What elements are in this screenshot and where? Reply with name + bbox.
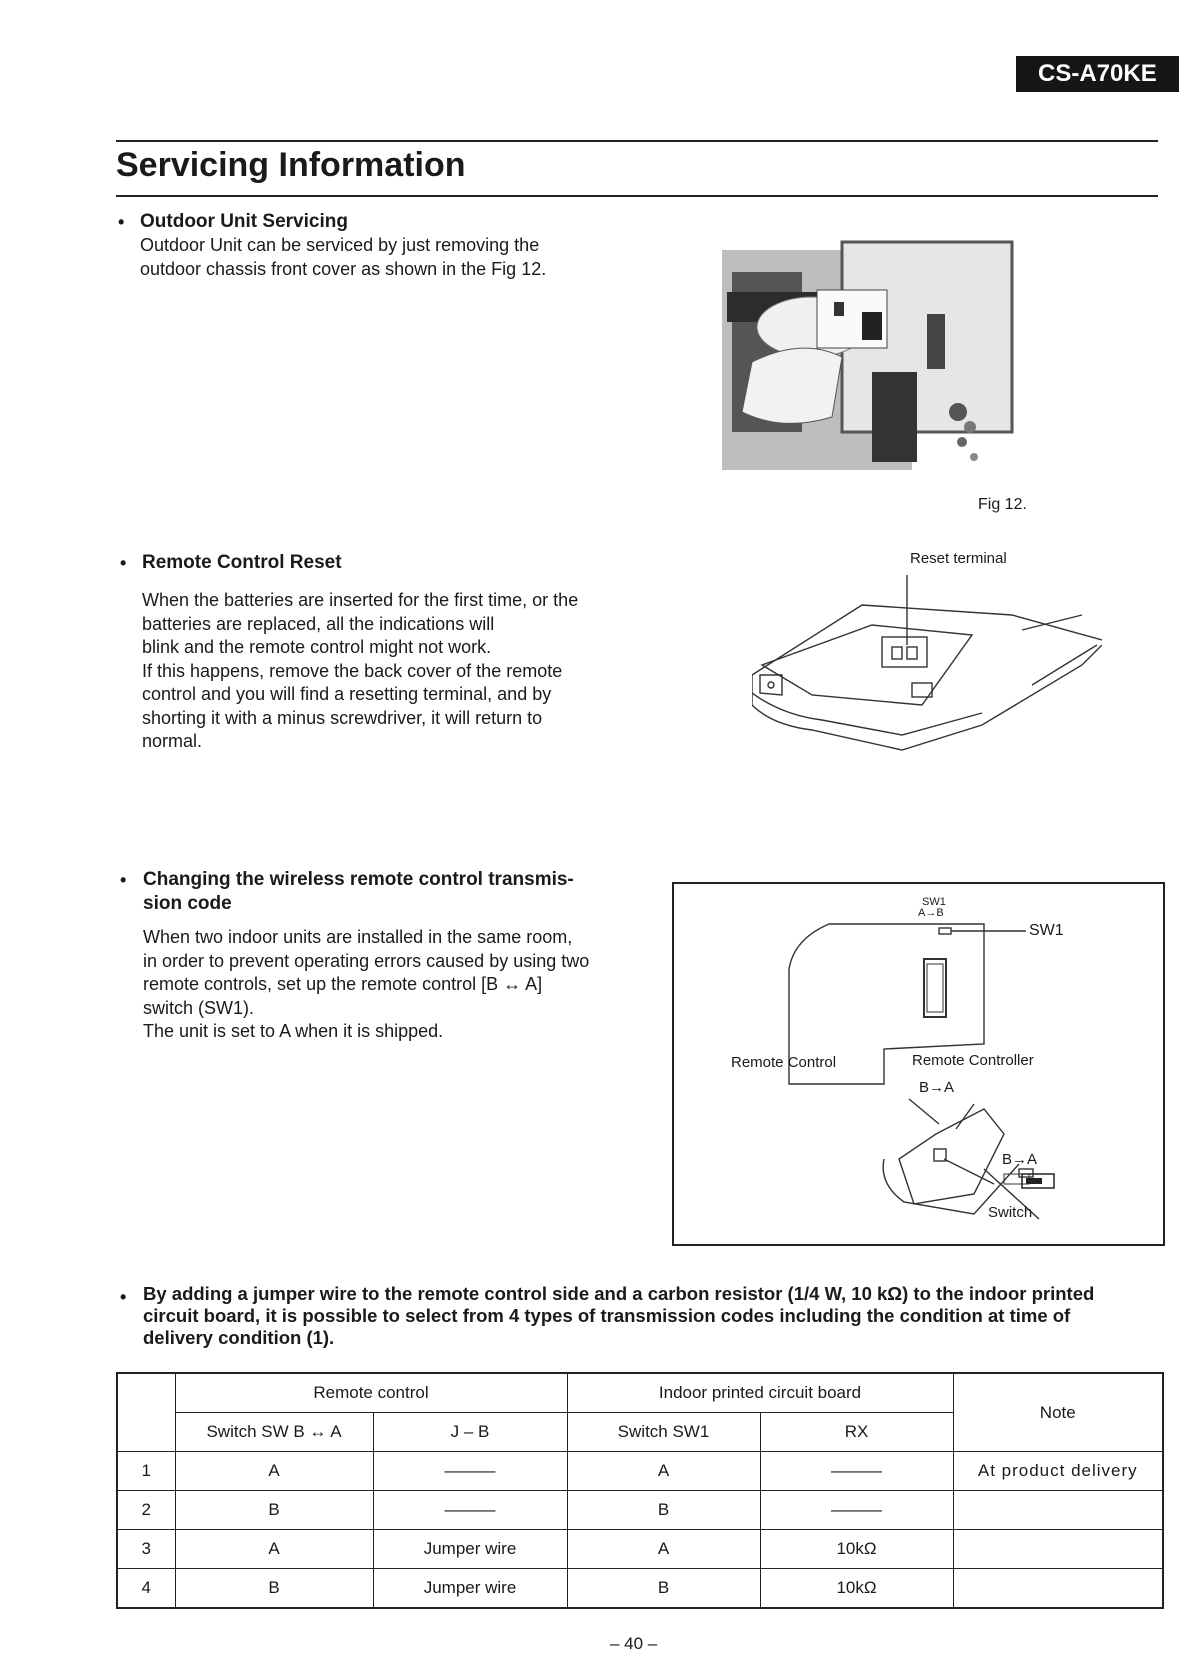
- ba-lower-label: B→A: [1002, 1151, 1038, 1168]
- ab-small-label: A→B: [918, 907, 944, 919]
- page-title: Servicing Information: [116, 146, 466, 184]
- sw1-figure-box: [672, 882, 1165, 1246]
- table-row: [117, 1452, 1163, 1491]
- table-cell: B: [567, 1491, 760, 1530]
- jumper-paragraph: By adding a jumper wire to the remote control side and a carbon resistor (1/4 W, 10 kΩ) to the indoor printed circuit board, it is possible to select from 4 types of transmission codes including the condition at time of delivery condition (1).: [143, 1283, 1095, 1348]
- switch-label: Switch: [988, 1204, 1033, 1221]
- bullet-icon: •: [118, 212, 125, 232]
- ba-upper-label: B→A: [919, 1079, 955, 1096]
- table-subheader: J – B: [373, 1413, 567, 1452]
- transmission-heading: Changing the wireless remote control transmis- sion code: [143, 869, 574, 914]
- remote-controller-label: Remote Controller: [912, 1052, 1034, 1069]
- reset-terminal-label: Reset terminal: [910, 550, 1007, 567]
- table-cell: ———: [373, 1452, 567, 1491]
- remote-control-label: Remote Control: [731, 1054, 837, 1071]
- outdoor-text: Outdoor Unit can be serviced by just removing the outdoor chassis front cover as shown in the Fig 12.: [140, 235, 547, 279]
- table-cell: A: [175, 1530, 373, 1569]
- table-cell: ———: [373, 1491, 567, 1530]
- table-cell: B: [175, 1569, 373, 1609]
- outdoor-heading: Outdoor Unit Servicing: [140, 211, 348, 232]
- table-cell: 3: [117, 1530, 175, 1569]
- outdoor-unit-photo: [722, 232, 1038, 487]
- table-cell: ———: [760, 1452, 953, 1491]
- table-cell: [953, 1569, 1163, 1609]
- model-badge: CS-A70KE: [1016, 56, 1179, 92]
- table-group-remote: Remote control: [175, 1373, 567, 1413]
- sw1-callout-label: SW1: [1029, 922, 1064, 939]
- table-row: [117, 1569, 1163, 1609]
- remote-reset-diagram: [752, 575, 1102, 785]
- table-cell: 2: [117, 1491, 175, 1530]
- table-row: [117, 1530, 1163, 1569]
- bullet-icon: •: [120, 870, 127, 890]
- table-cell: [953, 1530, 1163, 1569]
- title-top-rule: [116, 140, 1158, 142]
- title-bottom-rule: [116, 195, 1158, 197]
- table-note-header: Note: [953, 1373, 1163, 1452]
- table-cell: Jumper wire: [373, 1530, 567, 1569]
- table-cell: A: [175, 1452, 373, 1491]
- table-cell: Jumper wire: [373, 1569, 567, 1609]
- table-cell: 10kΩ: [760, 1569, 953, 1609]
- table-cell: At product delivery: [953, 1452, 1163, 1491]
- table-cell: A: [567, 1530, 760, 1569]
- table-cell: 4: [117, 1569, 175, 1609]
- transmission-code-table: [116, 1372, 1164, 1609]
- bullet-icon: •: [120, 553, 127, 573]
- table-group-indoor: Indoor printed circuit board: [567, 1373, 953, 1413]
- table-cell: A: [567, 1452, 760, 1491]
- table-cell: 10kΩ: [760, 1530, 953, 1569]
- sw1-small-label: SW1: [922, 896, 946, 908]
- table-cell: B: [175, 1491, 373, 1530]
- fig12-caption: Fig 12.: [978, 496, 1027, 513]
- table-cell: 1: [117, 1452, 175, 1491]
- remote-reset-text: When the batteries are inserted for the first time, or the batteries are replaced, all the indications will blink and the remote control might not work. If this happens, remove the back cover of the remote control and you will find a resetting terminal, and by shorting it with a minus screwdriver, it will return to normal.: [142, 590, 579, 751]
- table-cell: B: [567, 1569, 760, 1609]
- table-corner-cell: [117, 1373, 175, 1452]
- page-number: – 40 –: [610, 1634, 658, 1653]
- table-cell: ———: [760, 1491, 953, 1530]
- remote-reset-heading: Remote Control Reset: [142, 552, 342, 573]
- table-subheader: Switch SW1: [567, 1413, 760, 1452]
- table-subheader: RX: [760, 1413, 953, 1452]
- table-row: [117, 1491, 1163, 1530]
- transmission-text: When two indoor units are installed in the same room, in order to prevent operating errors caused by using two remote controls, set up the remote control [B ↔ A] switch (SW1). The unit is set to A when it is shipped.: [143, 927, 590, 1041]
- table-cell: [953, 1491, 1163, 1530]
- bullet-icon: •: [120, 1287, 127, 1307]
- table-subheader: Switch SW B ↔ A: [175, 1413, 373, 1452]
